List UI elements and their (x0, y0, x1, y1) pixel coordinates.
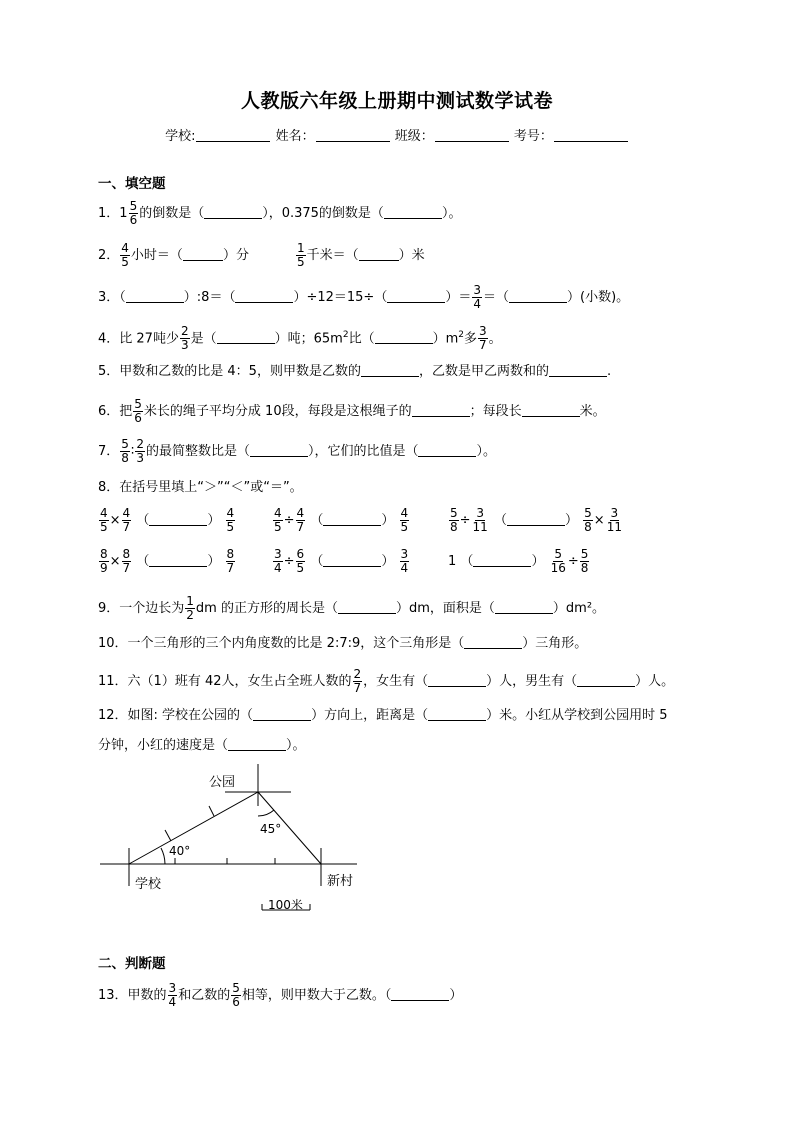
answer-blank[interactable] (509, 289, 567, 303)
answer-blank[interactable] (250, 443, 308, 457)
exam-no-field[interactable] (554, 128, 628, 142)
map-diagram (95, 760, 375, 930)
school-label: 学校: (165, 129, 196, 144)
answer-blank[interactable] (412, 403, 470, 417)
answer-blank[interactable] (522, 403, 580, 417)
answer-blank[interactable] (428, 707, 486, 721)
comparison-item: 1 （ ） $\frac{5}{16}$ ÷ $\frac{5}{8}$ (448, 547, 589, 575)
answer-blank[interactable] (495, 600, 553, 614)
question-10: 10．一个三角形的三个内角度数的比是 2:7:9，这个三角形是（ ）三角形。 (98, 636, 588, 651)
fraction: $\frac{5}{6}$ (129, 199, 138, 227)
fraction: $\frac{1}{5}$ (296, 241, 305, 269)
answer-blank[interactable] (387, 289, 445, 303)
answer-blank[interactable] (464, 635, 522, 649)
comparison-item: $\frac{3}{4}$ ÷ $\frac{6}{5}$ （ ） $\frac{3}{4}$ (274, 547, 409, 575)
answer-blank[interactable] (126, 289, 184, 303)
school-park-line (129, 792, 258, 864)
answer-blank[interactable] (507, 512, 565, 526)
question-5: 5．甲数和乙数的比是 4：5，则甲数是乙数的 ，乙数是甲乙两数和的 . (98, 364, 612, 379)
question-13: 13．甲数的 $\frac{3}{4}$ 和乙数的 $\frac{5}{6}$ 相等，则甲数大于乙数。（ ） (98, 981, 463, 1009)
name-field[interactable] (316, 128, 390, 142)
answer-blank[interactable] (549, 363, 607, 377)
question-8: 8．在括号里填上“＞”“＜”或“＝”。 (98, 480, 303, 495)
fraction: $\frac{2}{3}$ (180, 324, 189, 353)
question-3: 3．（ ）:8＝（ ）÷12＝15÷（ ）＝ $\frac{3}{4}$ ＝（ ）(小数)。 (98, 283, 630, 311)
section-fill-in: 一、填空题 (98, 176, 166, 192)
question-9: 9．一个边长为 $\frac{1}{2}$ dm 的正方形的周长是（ ）dm，面积是（ ）dm²。 (98, 594, 606, 622)
fraction: $\frac{5}{6}$ (134, 397, 142, 425)
class-field[interactable] (435, 128, 509, 142)
school-label: 学校 (135, 877, 162, 892)
answer-blank[interactable] (253, 707, 311, 721)
question-6: 6．把 $\frac{5}{6}$ 米长的绳子平均分成 10段，每段是这根绳子的 ；每段长 米。 (98, 397, 606, 425)
page-title: 人教版六年级上册期中测试数学试卷 (240, 90, 553, 112)
student-info-line (0, 125, 794, 144)
answer-blank[interactable] (323, 512, 381, 526)
question-4: 4．比 27吨少 $\frac{2}{3}$ 是（ ）吨；$65m^2$比（ ）$m^2$多 $\frac{3}{7}$ 。 (98, 324, 502, 353)
question-1: 1．1 $\frac{5}{6}$ 的倒数是（ ），0.375的倒数是（ ）。 (98, 199, 462, 227)
answer-blank[interactable] (204, 205, 262, 219)
question-11: 11．六（1）班有 42人，女生占全班人数的 $\frac{2}{7}$ ，女生有（ ）人，男生有（ ）人。 (98, 667, 675, 695)
answer-blank[interactable] (473, 553, 531, 567)
answer-blank[interactable] (217, 330, 275, 344)
school-field[interactable] (196, 128, 270, 142)
answer-blank[interactable] (149, 512, 207, 526)
angle-40-label: 40° (169, 844, 191, 858)
comparison-item: $\frac{4}{5}$ ÷ $\frac{4}{7}$ （ ） $\frac{4}{5}$ (274, 506, 409, 534)
answer-blank[interactable] (228, 737, 286, 751)
village-label: 新村 (327, 874, 354, 889)
fraction: $\frac{3}{7}$ (479, 324, 487, 353)
exam-no-label: 考号： (513, 129, 553, 144)
class-label: 班级： (394, 129, 434, 144)
comparison-item: $\frac{5}{8}$ ÷ $\frac{3}{11}$ （ ） $\frac{5}{8}$ × $\frac{3}{11}$ (450, 506, 622, 534)
scale-label: 100米 (268, 898, 303, 912)
answer-blank[interactable] (338, 600, 396, 614)
answer-blank[interactable] (375, 330, 433, 344)
answer-blank[interactable] (384, 205, 442, 219)
fraction: $\frac{2}{3}$ (136, 437, 144, 465)
question-2: 2． $\frac{4}{5}$ 小时＝（ ）分 $\frac{1}{5}$ 千米＝（ ）米 (98, 241, 425, 269)
angle-45-label: 45° (260, 822, 282, 836)
question-12: 12．如图: 学校在公园的（ ）方向上，距离是（ ）米。小红从学校到公园用时 5 (98, 708, 668, 723)
comparison-item: $\frac{4}{5}$ × $\frac{4}{7}$ （ ） $\frac{4}{5}$ (100, 506, 235, 534)
fraction: $\frac{3}{4}$ (473, 283, 481, 311)
question-7: 7． $\frac{5}{8}$ ∶ $\frac{2}{3}$ 的最简整数比是（ ），它们的比值是（ ）。 (98, 437, 496, 465)
answer-blank[interactable] (361, 363, 419, 377)
answer-blank[interactable] (418, 443, 476, 457)
fraction: $\frac{5}{8}$ (121, 437, 129, 465)
fraction: $\frac{4}{5}$ (121, 241, 129, 269)
answer-blank[interactable] (149, 553, 207, 567)
question-12-cont: 分钟，小红的速度是（ ）。 (98, 738, 306, 753)
section-judgment: 二、判断题 (98, 956, 166, 972)
answer-blank[interactable] (428, 673, 486, 687)
park-label: 公园 (209, 775, 236, 790)
answer-blank[interactable] (391, 987, 449, 1001)
name-label: 姓名： (275, 129, 315, 144)
answer-blank[interactable] (359, 247, 399, 261)
comparison-item: $\frac{8}{9}$ × $\frac{8}{7}$ （ ） $\frac{8}{7}$ (100, 547, 235, 575)
answer-blank[interactable] (235, 289, 293, 303)
answer-blank[interactable] (577, 673, 635, 687)
answer-blank[interactable] (183, 247, 223, 261)
answer-blank[interactable] (323, 553, 381, 567)
